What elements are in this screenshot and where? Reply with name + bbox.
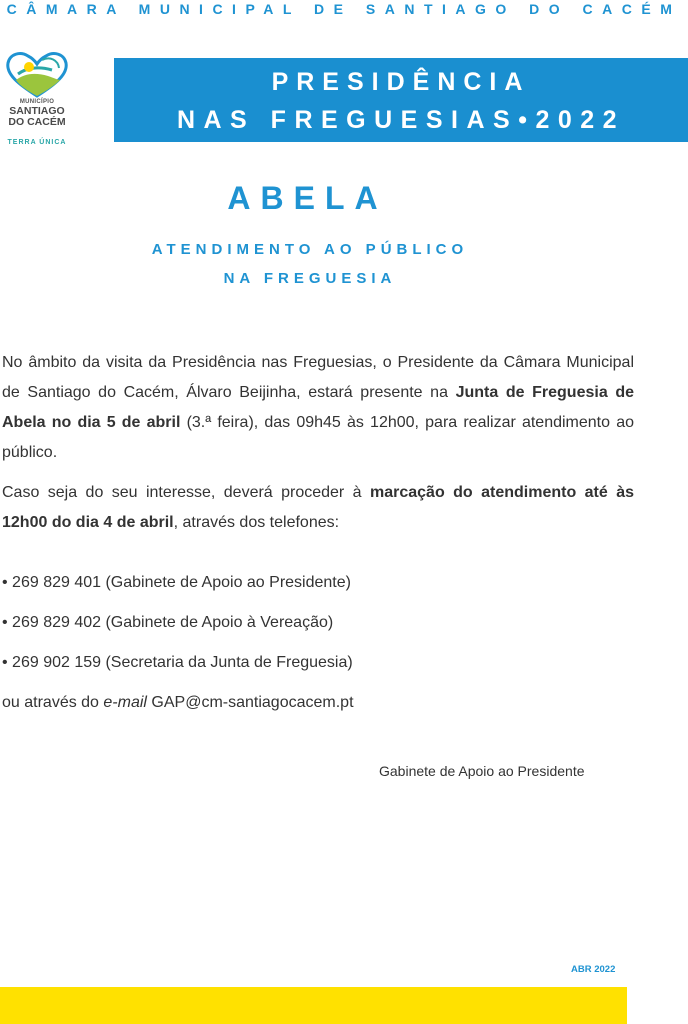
subtitle-line-1: ATENDIMENTO AO PÚBLICO (151, 241, 469, 258)
booking-paragraph (2, 478, 634, 538)
bottom-decorative-bar (0, 987, 627, 1024)
logo-line-santiago: SANTIAGO (9, 105, 65, 117)
organization-header: CÂMARA MUNICIPAL DE SANTIAGO DO CACÉM (6, 1, 682, 17)
phone-item: • 269 829 401 (Gabinete de Apoio ao Presidente) (2, 574, 351, 591)
banner-line-2: NAS FREGUESIAS•2022 (176, 106, 626, 134)
logo-line-municipio: MUNICÍPIO (19, 99, 55, 105)
date-tag: ABR 2022 (571, 964, 616, 975)
email-label: e-mail (103, 694, 147, 711)
logo-line-do-cacem: DO CACÉM (8, 116, 66, 128)
phone-item: • 269 829 402 (Gabinete de Apoio à Vereação) (2, 614, 334, 631)
email-address[interactable]: GAP@cm-santiagocacem.pt (146, 694, 354, 711)
announcement-text-a: No âmbito da visita da Presidência nas Freguesias, o Presidente da Câmara Municipal de Santiago do Cacém, Álvaro Beijinha, estará presente na (2, 354, 634, 401)
signature: Gabinete de Apoio ao Presidente (379, 763, 585, 779)
subtitle-line-2: NA FREGUESIA (223, 270, 397, 287)
municipality-logo (0, 50, 74, 150)
banner-line-1: PRESIDÊNCIA (271, 68, 531, 96)
parish-name: ABELA (227, 180, 388, 216)
title-banner (114, 58, 688, 142)
phone-item: • 269 902 159 (Secretaria da Junta de Freguesia) (2, 654, 353, 671)
email-line (2, 692, 354, 714)
booking-text-c: , através dos telefones: (173, 514, 340, 531)
announcement-paragraph (2, 348, 634, 468)
announcement-location-date: Junta de Freguesia de Abela no dia 5 de abril (2, 384, 634, 431)
booking-text-a: Caso seja do seu interesse, deverá proceder à (2, 484, 370, 501)
email-prefix: ou através do (2, 694, 104, 711)
logo-tagline: TERRA ÚNICA (7, 139, 67, 146)
booking-deadline: marcação do atendimento até às 12h00 do dia 4 de abril (2, 484, 634, 531)
announcement-text-c: (3.ª feira), das 09h45 às 12h00, para realizar atendimento ao público. (2, 414, 634, 461)
logo-emblem-icon (4, 50, 70, 98)
